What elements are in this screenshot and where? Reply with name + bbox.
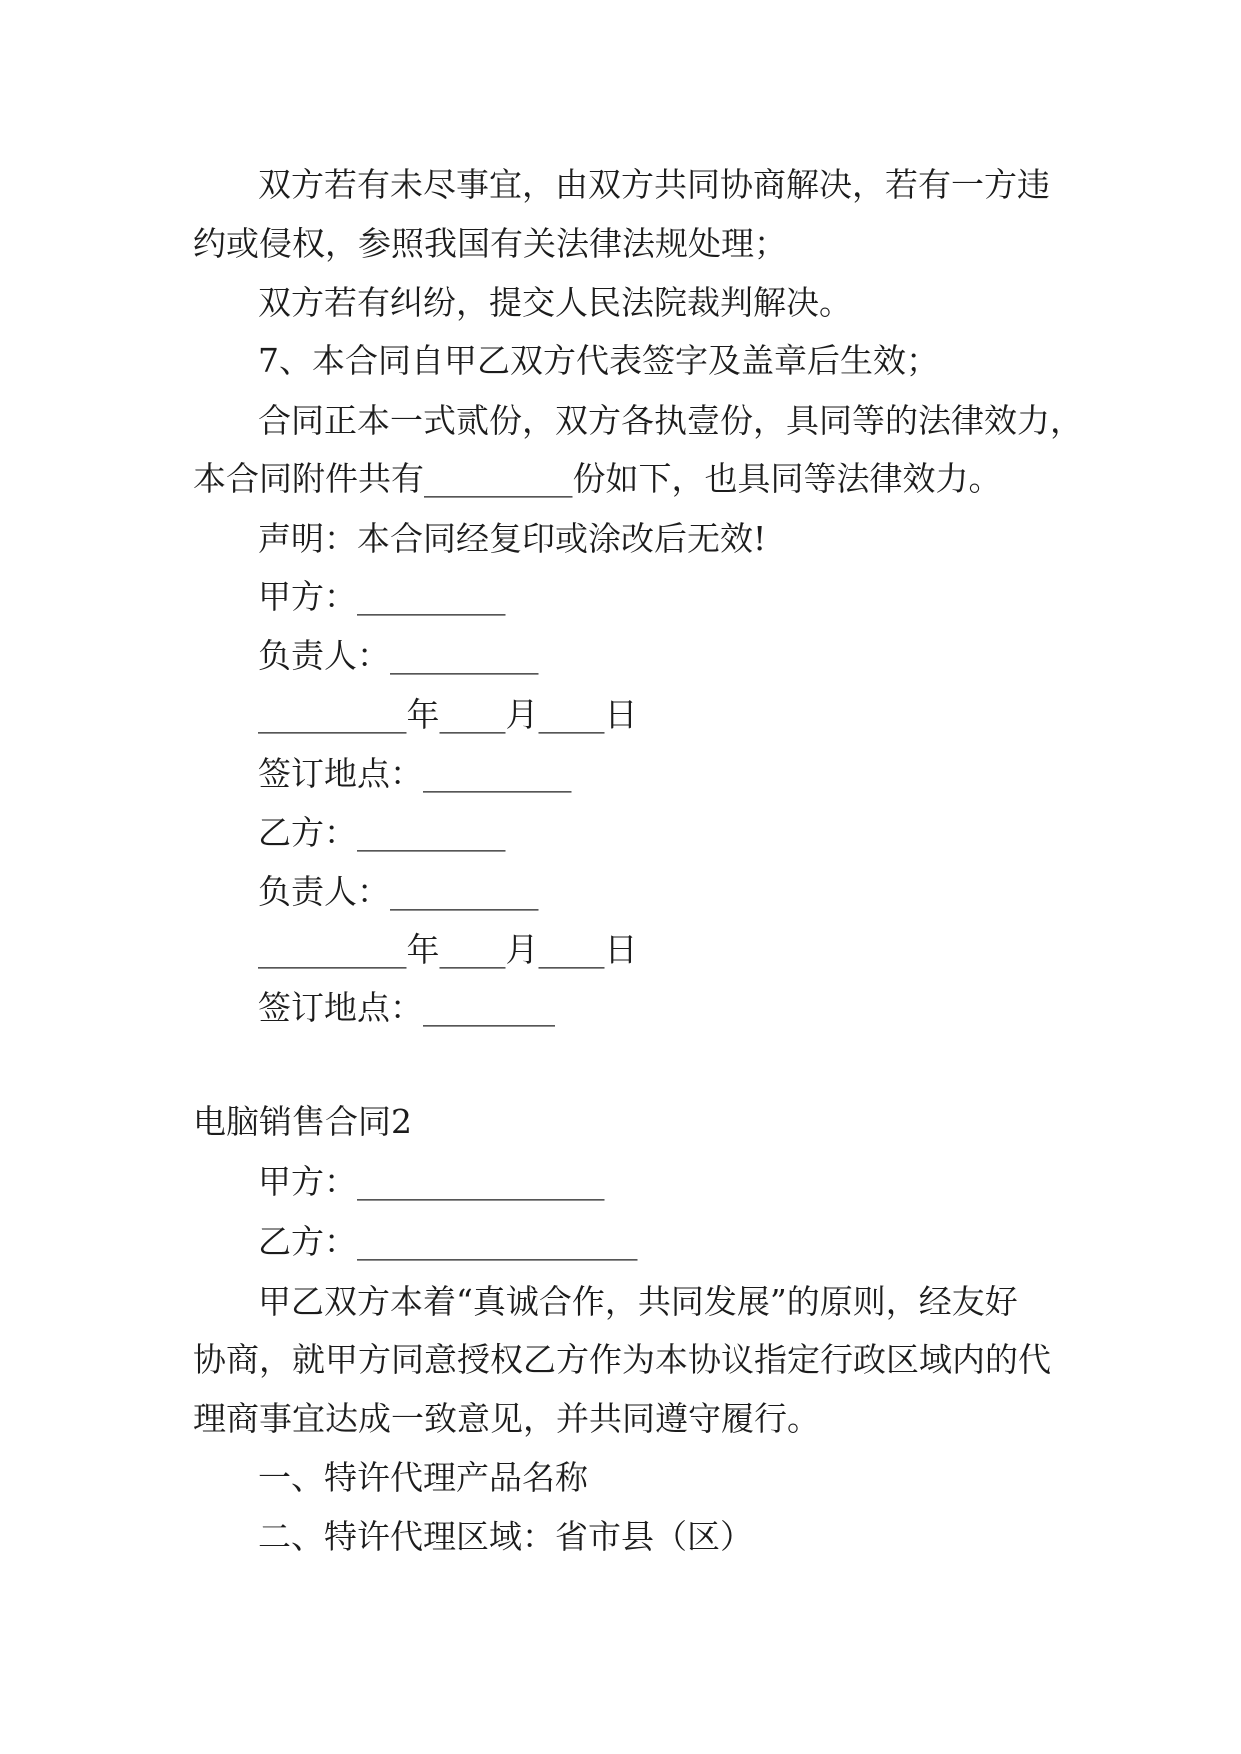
clause-7-line: 7、本合同自甲乙双方代表签字及盖章后生效； [258,341,939,380]
paragraph-line: 合同正本一式贰份，双方各执壹份，具同等的法律效力， [258,401,1083,440]
paragraph-line: 约或侵权，参照我国有关法律法规处理； [193,224,787,263]
signature-place-a: 签订地点：_________ [258,754,572,793]
paragraph-line: 本合同附件共有_________份如下，也具同等法律效力。 [193,459,1002,498]
signature-party-b: 乙方：_________ [258,813,506,852]
paragraph-line: 双方若有纠纷，提交人民法院裁判解决。 [258,283,852,322]
section-heading: 一、特许代理产品名称 [258,1458,588,1497]
signature-place-b: 签订地点：________ [258,988,555,1027]
signature-person-b: 负责人：_________ [258,872,539,911]
signature-person-a: 负责人：_________ [258,636,539,675]
paragraph-line: 协商，就甲方同意授权乙方作为本协议指定行政区域内的代 [193,1340,1051,1379]
paragraph-line: 双方若有未尽事宜，由双方共同协商解决，若有一方违 [258,165,1050,204]
declaration-line: 声明：本合同经复印或涂改后无效! [258,519,767,558]
signature-party-a: 甲方：_________ [258,577,506,616]
contract-title: 电脑销售合同2 [193,1102,412,1141]
section-heading: 二、特许代理区域：省市县（区） [258,1517,753,1556]
signature-date-a: _________年____月____日 [258,695,638,734]
paragraph-line: 理商事宜达成一致意见，并共同遵守履行。 [193,1399,820,1438]
contract-party-a: 甲方：_______________ [258,1162,605,1201]
contract-party-b: 乙方：_________________ [258,1222,638,1261]
signature-date-b: _________年____月____日 [258,930,638,969]
paragraph-line: 甲乙双方本着“真诚合作，共同发展”的原则，经友好 [258,1282,1018,1321]
